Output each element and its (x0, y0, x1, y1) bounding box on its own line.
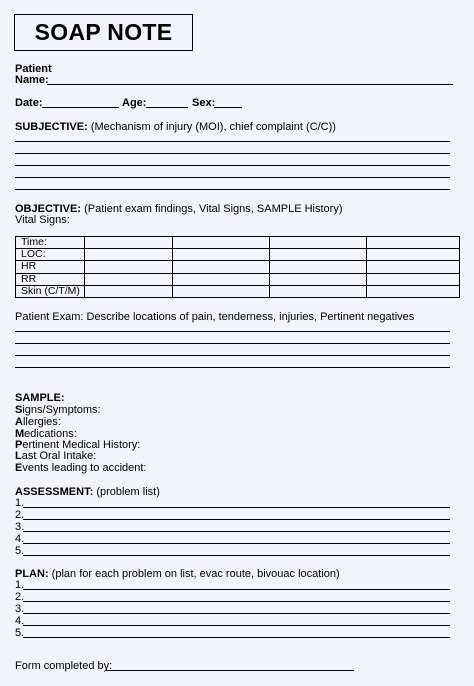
sample-item: Events leading to accident: (15, 462, 147, 474)
row-label: HR (16, 261, 85, 273)
sample-item: Pertinent Medical History: (15, 439, 141, 451)
row-label: Time: (16, 237, 85, 249)
plan-number: 4. (15, 615, 25, 627)
exam-line[interactable] (15, 343, 450, 344)
plan-number: 3. (15, 603, 25, 615)
patient-label: Patient (15, 63, 52, 75)
vital-cell[interactable] (270, 285, 367, 297)
vital-cell[interactable] (270, 237, 367, 249)
date-field-line[interactable] (42, 107, 119, 108)
plan-number: 2. (15, 591, 25, 603)
sample-heading: SAMPLE: (15, 392, 65, 404)
table-row (16, 249, 460, 261)
form-title: SOAP NOTE (14, 14, 193, 51)
exam-line[interactable] (15, 367, 450, 368)
vital-cell[interactable] (85, 285, 173, 297)
sex-label: Sex: (192, 97, 216, 109)
objective-heading: OBJECTIVE: (Patient exam findings, Vital Signs, SAMPLE History) (15, 203, 343, 215)
subjective-line[interactable] (15, 165, 450, 166)
vital-signs-table (15, 236, 460, 298)
plan-line[interactable] (23, 613, 450, 614)
age-field-line[interactable] (146, 107, 188, 108)
age-label: Age: (122, 97, 147, 109)
row-label: RR (16, 273, 85, 285)
vital-cell[interactable] (85, 237, 173, 249)
assessment-number: 1. (15, 497, 25, 509)
assessment-line[interactable] (23, 507, 450, 508)
exam-line[interactable] (15, 331, 450, 332)
assessment-line[interactable] (23, 519, 450, 520)
assessment-line[interactable] (23, 543, 450, 544)
subjective-line[interactable] (15, 189, 450, 190)
plan-number: 5. (15, 627, 25, 639)
vital-cell[interactable] (270, 249, 367, 261)
row-label: Skin (C/T/M) (16, 285, 85, 297)
plan-heading: PLAN: (plan for each problem on list, evac route, bivouac location) (15, 568, 340, 580)
subjective-line[interactable] (15, 141, 450, 142)
vital-cell[interactable] (173, 261, 270, 273)
vital-cell[interactable] (270, 273, 367, 285)
form-completed-line[interactable] (106, 670, 354, 671)
assessment-heading: ASSESSMENT: (problem list) (15, 486, 160, 498)
sample-item: Signs/Symptoms: (15, 404, 101, 416)
vital-cell[interactable] (270, 261, 367, 273)
table-row (16, 273, 460, 285)
subjective-heading: SUBJECTIVE: (Mechanism of injury (MOI), chief complaint (C/C)) (15, 121, 336, 133)
plan-line[interactable] (23, 601, 450, 602)
vital-cell[interactable] (173, 249, 270, 261)
vital-signs-label: Vital Signs: (15, 214, 70, 226)
vital-cell[interactable] (85, 249, 173, 261)
table-row (16, 285, 460, 297)
assessment-number: 2. (15, 509, 25, 521)
vital-cell[interactable] (85, 273, 173, 285)
row-label: LOC: (16, 249, 85, 261)
subjective-line[interactable] (15, 153, 450, 154)
name-label: Name: (15, 74, 49, 86)
name-field-line[interactable] (47, 84, 453, 85)
plan-line[interactable] (23, 625, 450, 626)
assessment-number: 4. (15, 533, 25, 545)
table-row (16, 237, 460, 249)
table-row (16, 261, 460, 273)
assessment-line[interactable] (23, 555, 450, 556)
sample-item: Allergies: (15, 416, 61, 428)
sample-item: Medications: (15, 428, 77, 440)
patient-exam-label: Patient Exam: Describe locations of pain, tenderness, injuries, Pertinent negatives (15, 311, 415, 323)
vital-cell[interactable] (367, 249, 460, 261)
vital-cell[interactable] (367, 237, 460, 249)
assessment-line[interactable] (23, 531, 450, 532)
vital-cell[interactable] (173, 237, 270, 249)
vital-cell[interactable] (367, 273, 460, 285)
vital-cell[interactable] (173, 285, 270, 297)
subjective-line[interactable] (15, 177, 450, 178)
vital-cell[interactable] (367, 261, 460, 273)
date-label: Date: (15, 97, 43, 109)
plan-line[interactable] (23, 589, 450, 590)
plan-line[interactable] (23, 637, 450, 638)
sex-field-line[interactable] (214, 107, 242, 108)
vital-cell[interactable] (173, 273, 270, 285)
exam-line[interactable] (15, 355, 450, 356)
assessment-number: 3. (15, 521, 25, 533)
sample-item: Last Oral Intake: (15, 450, 97, 462)
vital-cell[interactable] (367, 285, 460, 297)
plan-number: 1. (15, 579, 25, 591)
vital-cell[interactable] (85, 261, 173, 273)
assessment-number: 5. (15, 545, 25, 557)
form-completed-label: Form completed by: (15, 660, 113, 672)
